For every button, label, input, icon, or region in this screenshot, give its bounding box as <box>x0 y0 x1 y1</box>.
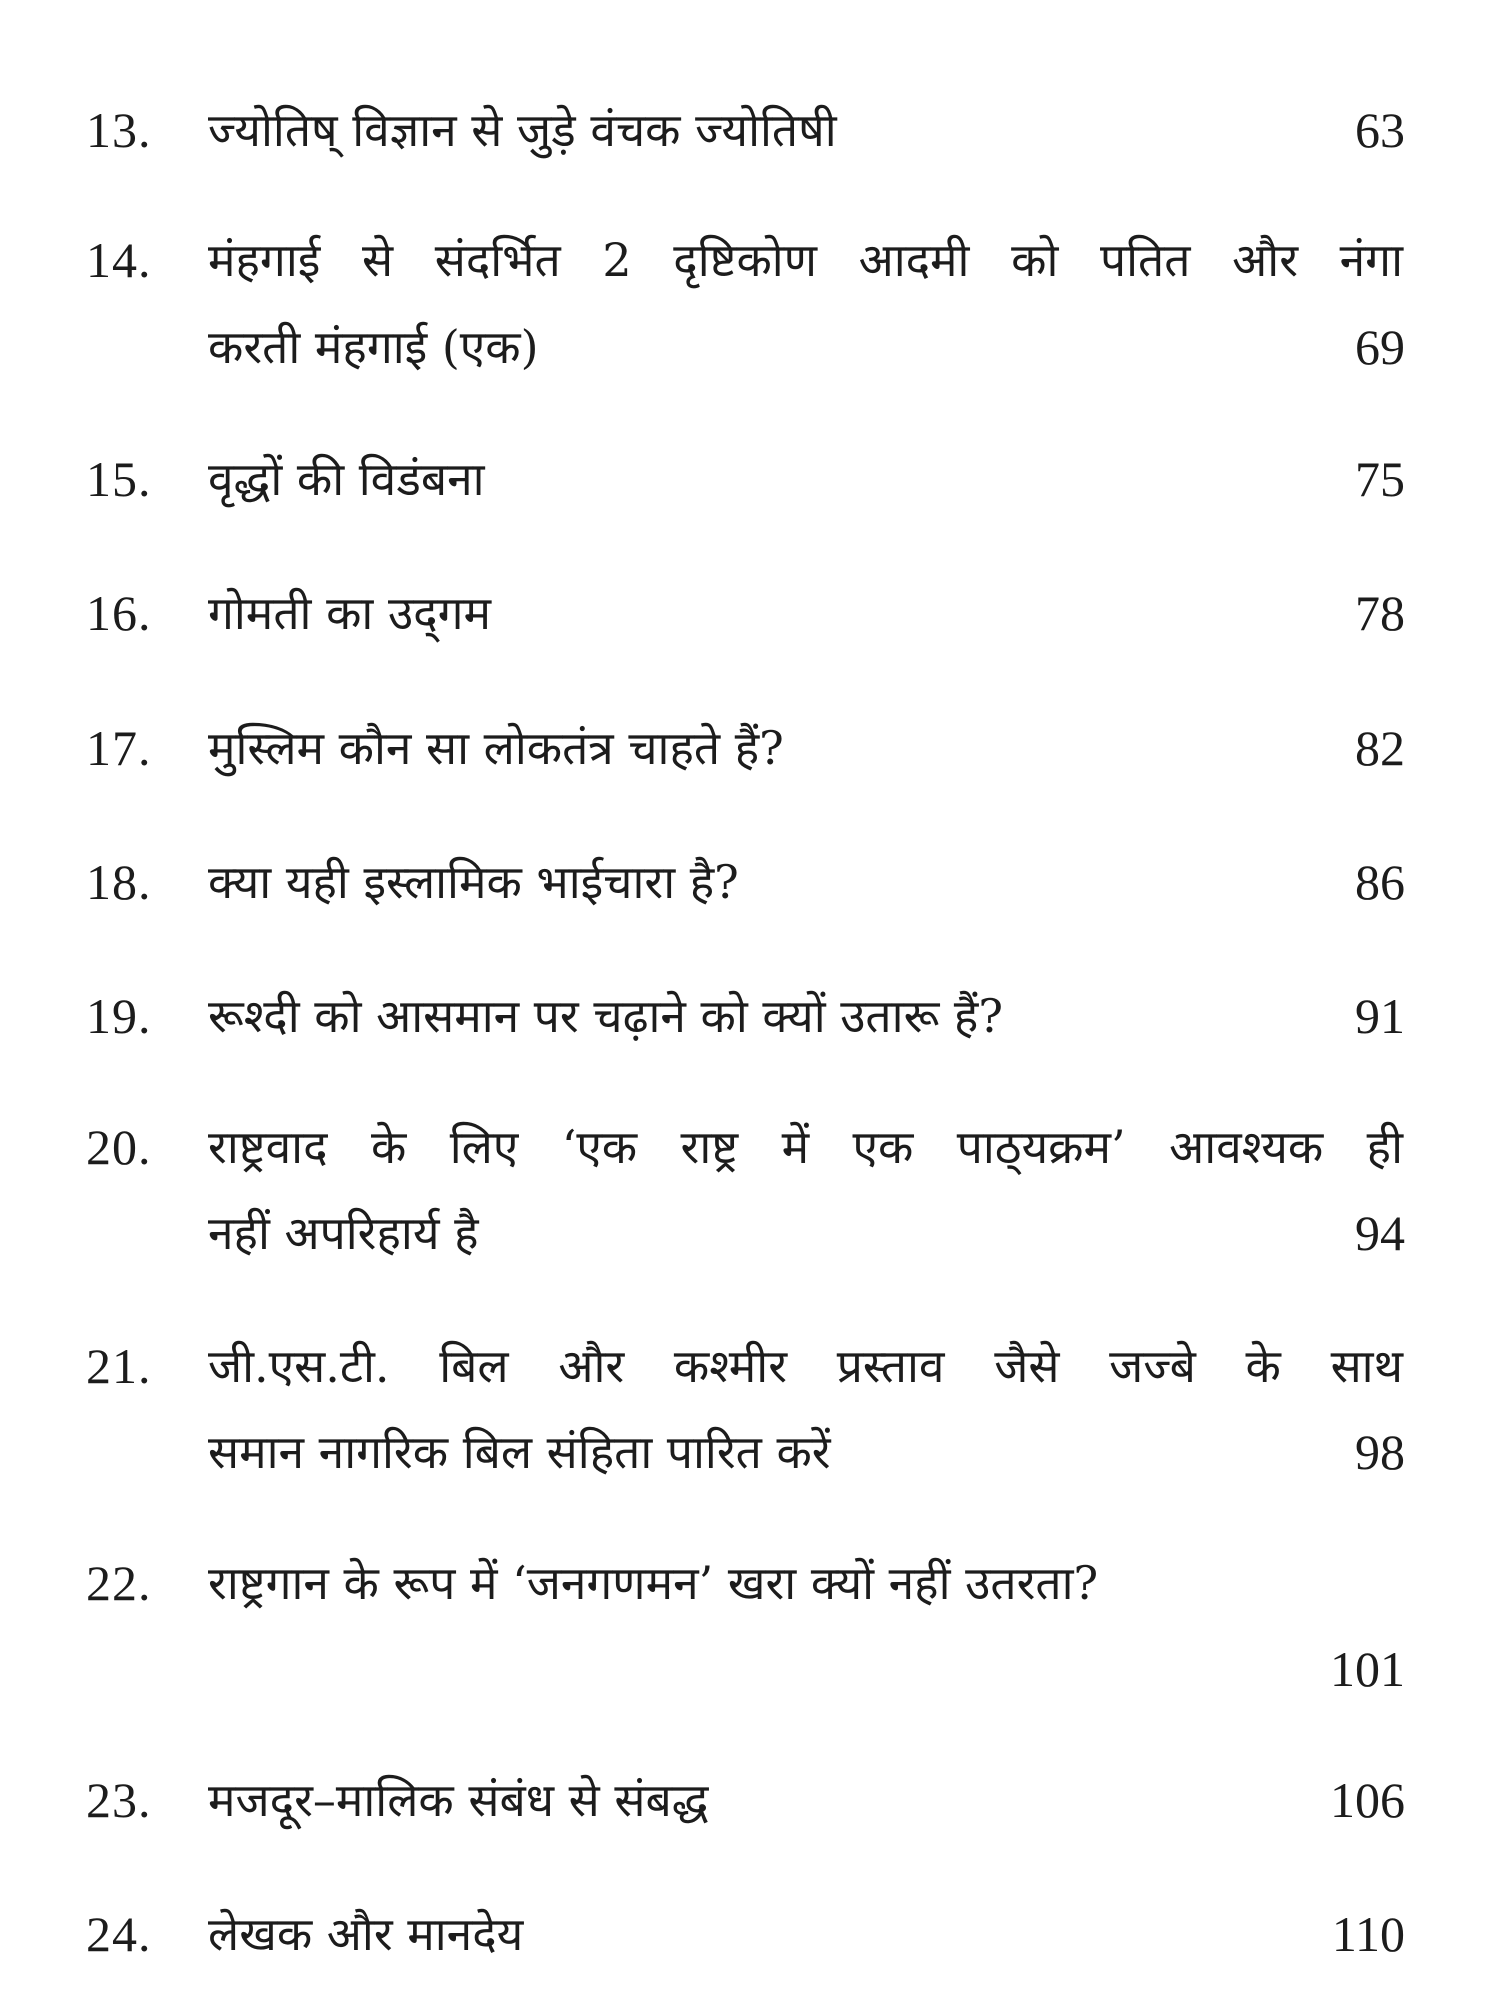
entry-page-number: 69 <box>1355 319 1405 375</box>
entry-page-number: 78 <box>1355 585 1405 641</box>
entry-title-line-1: राष्ट्रगान के रूप में ‘जनगणमन’ खरा क्यों नहीं उतरता? <box>208 1556 1099 1610</box>
entry-page-number: 86 <box>1355 854 1405 910</box>
entry-title-line-1: रूश्दी को आसमान पर चढ़ाने को क्यों उतारू हैं? <box>208 989 1004 1043</box>
entry-title-line-2: नहीं अपरिहार्य है <box>208 1206 479 1260</box>
entry-number: 16. <box>86 585 152 641</box>
entry-number: 18. <box>86 854 152 910</box>
entry-title-line-1: वृद्धों की विडंबना <box>208 452 485 506</box>
entry-page-number: 110 <box>1331 1906 1405 1962</box>
entry-title-line-1: क्या यही इस्लामिक भाईचारा है? <box>208 855 739 909</box>
entry-title-line-1: मंहगाई से संदर्भित 2 दृष्टिकोण आदमी को पतित और नंगा <box>208 233 1403 287</box>
entry-number: 19. <box>86 988 152 1044</box>
entry-title-line-2: करती मंहगाई (एक) <box>208 320 539 374</box>
entry-title-line-1: गोमती का उद्‌गम <box>208 586 491 640</box>
entry-page-number: 82 <box>1355 720 1405 776</box>
entry-page-number: 98 <box>1355 1424 1405 1480</box>
entry-page-number: 101 <box>1330 1641 1405 1697</box>
entry-title-line-1: मुस्लिम कौन सा लोकतंत्र चाहते हैं? <box>208 721 784 775</box>
entry-title-line-1: मजदूर–मालिक संबंध से संबद्ध <box>208 1773 709 1827</box>
entry-page-number: 63 <box>1355 102 1405 158</box>
entry-number: 15. <box>86 451 152 507</box>
entry-number: 22. <box>86 1555 152 1611</box>
entry-title-line-1: लेखक और मानदेय <box>208 1907 524 1961</box>
entry-title-line-1: ज्योतिष् विज्ञान से जुड़े वंचक ज्योतिषी <box>208 103 837 157</box>
entry-number: 20. <box>86 1119 152 1175</box>
entry-page-number: 91 <box>1355 988 1405 1044</box>
entry-title-line-2: समान नागरिक बिल संहिता पारित करें <box>208 1425 831 1479</box>
entry-number: 21. <box>86 1338 152 1394</box>
entry-number: 13. <box>86 102 152 158</box>
entry-number: 14. <box>86 232 152 288</box>
entry-number: 24. <box>86 1906 152 1962</box>
entry-title-line-1: राष्ट्रवाद के लिए ‘एक राष्ट्र में एक पाठ्‌यक्रम’ आवश्यक ही <box>208 1120 1403 1174</box>
entry-page-number: 94 <box>1355 1205 1405 1261</box>
entry-page-number: 75 <box>1355 451 1405 507</box>
entry-number: 17. <box>86 720 152 776</box>
entry-page-number: 106 <box>1330 1772 1405 1828</box>
entry-title-line-1: जी.एस.टी. बिल और कश्मीर प्रस्ताव जैसे जज्बे के साथ <box>208 1339 1403 1393</box>
entry-number: 23. <box>86 1772 152 1828</box>
